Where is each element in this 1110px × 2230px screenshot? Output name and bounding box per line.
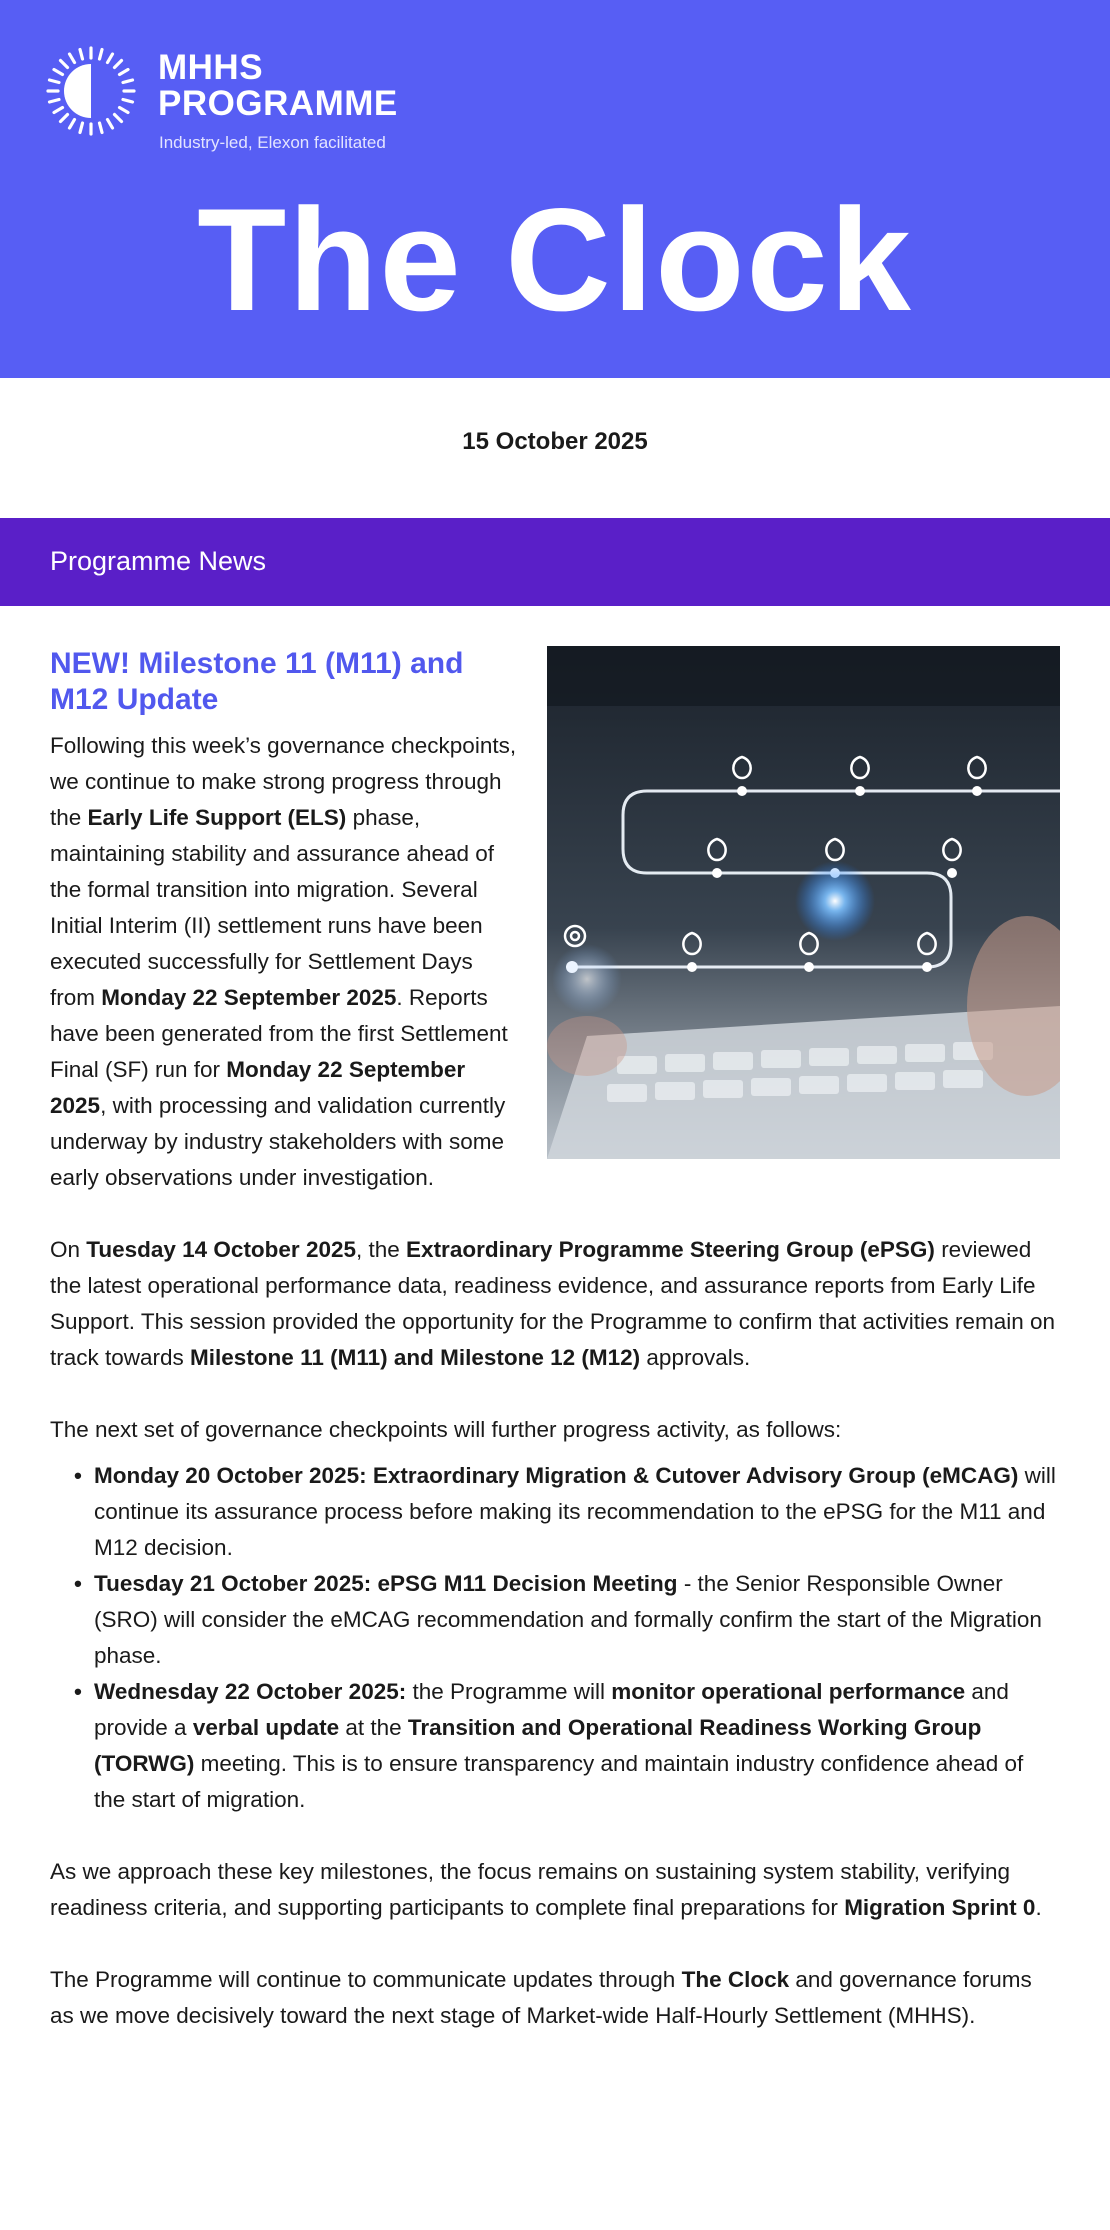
masthead-header — [0, 0, 1110, 378]
issue-date: 15 October 2025 — [462, 428, 648, 455]
list-item: • Wednesday 22 October 2025: the Programme will monitor operational performance and provide a verbal update at the Transition and Operational Readiness Working Group (TORWG) meeting. This is to ensure transparency and maintain industry confidence ahead of the start of migration. — [94, 1674, 1060, 1818]
article-paragraph-4: As we approach these key milestones, the focus remains on sustaining system stability, verifying readiness criteria, and supporting participants to complete final preparations for Migration Sprint 0. — [50, 1859, 1042, 1920]
article-paragraph-3: The next set of governance checkpoints will further progress activity, as follows: — [50, 1417, 842, 1442]
sun-logo-icon — [46, 46, 136, 136]
section-title: Programme News — [50, 546, 267, 576]
article-paragraph-1: Following this week’s governance checkpoints, we continue to make strong progress through the Early Life Support (ELS) phase, maintaining stability and assurance ahead of the formal transition into migration. Several Initial Interim (II) settlement runs have been executed successfully for Settlement Days from Monday 22 September 2025. Reports have been generated from the first Settlement Final (SF) run for Monday 22 September 2025, with processing and validation currently underway by industry stakeholders with some early observations under investigation. — [50, 733, 517, 1190]
list-item: • Monday 20 October 2025: Extraordinary Migration & Cutover Advisory Group (eMCAG) will continue its assurance process before making its recommendation to the ePSG for the M11 and M12 decision. — [94, 1458, 1060, 1566]
logo-line-2: PROGRAMME — [158, 84, 398, 123]
newsletter-title: The Clock — [197, 178, 913, 341]
article-paragraph-2: On Tuesday 14 October 2025, the Extraordinary Programme Steering Group (ePSG) reviewed the latest operational performance data, readiness evidence, and assurance reports from Early Life Support. This session provided the opportunity for the Programme to confirm that activities remain on track towards Milestone 11 (M11) and Milestone 12 (M12) approvals. — [50, 1237, 1056, 1370]
list-item: • Tuesday 21 October 2025: ePSG M11 Decision Meeting - the Senior Responsible Owner (SRO) will consider the eMCAG recommendation and formally confirm the start of the Migration phase. — [94, 1566, 1060, 1674]
logo-line-1: MHHS — [158, 48, 264, 87]
article — [50, 646, 1060, 2034]
governance-checkpoint-list — [50, 1458, 1060, 1818]
hero-image — [547, 646, 1060, 1159]
programme-logo-name — [158, 50, 398, 122]
article-headline: NEW! Milestone 11 (M11) and M12 Update — [50, 647, 464, 716]
section-header — [0, 518, 1110, 606]
logo-tagline: Industry-led, Elexon facilitated — [159, 133, 386, 152]
roadmap-illustration — [547, 646, 1060, 1159]
article-paragraph-5: The Programme will continue to communicate updates through The Clock and governance forums as we move decisively toward the next stage of Market-wide Half-Hourly Settlement (MHHS). — [50, 1967, 1032, 2028]
